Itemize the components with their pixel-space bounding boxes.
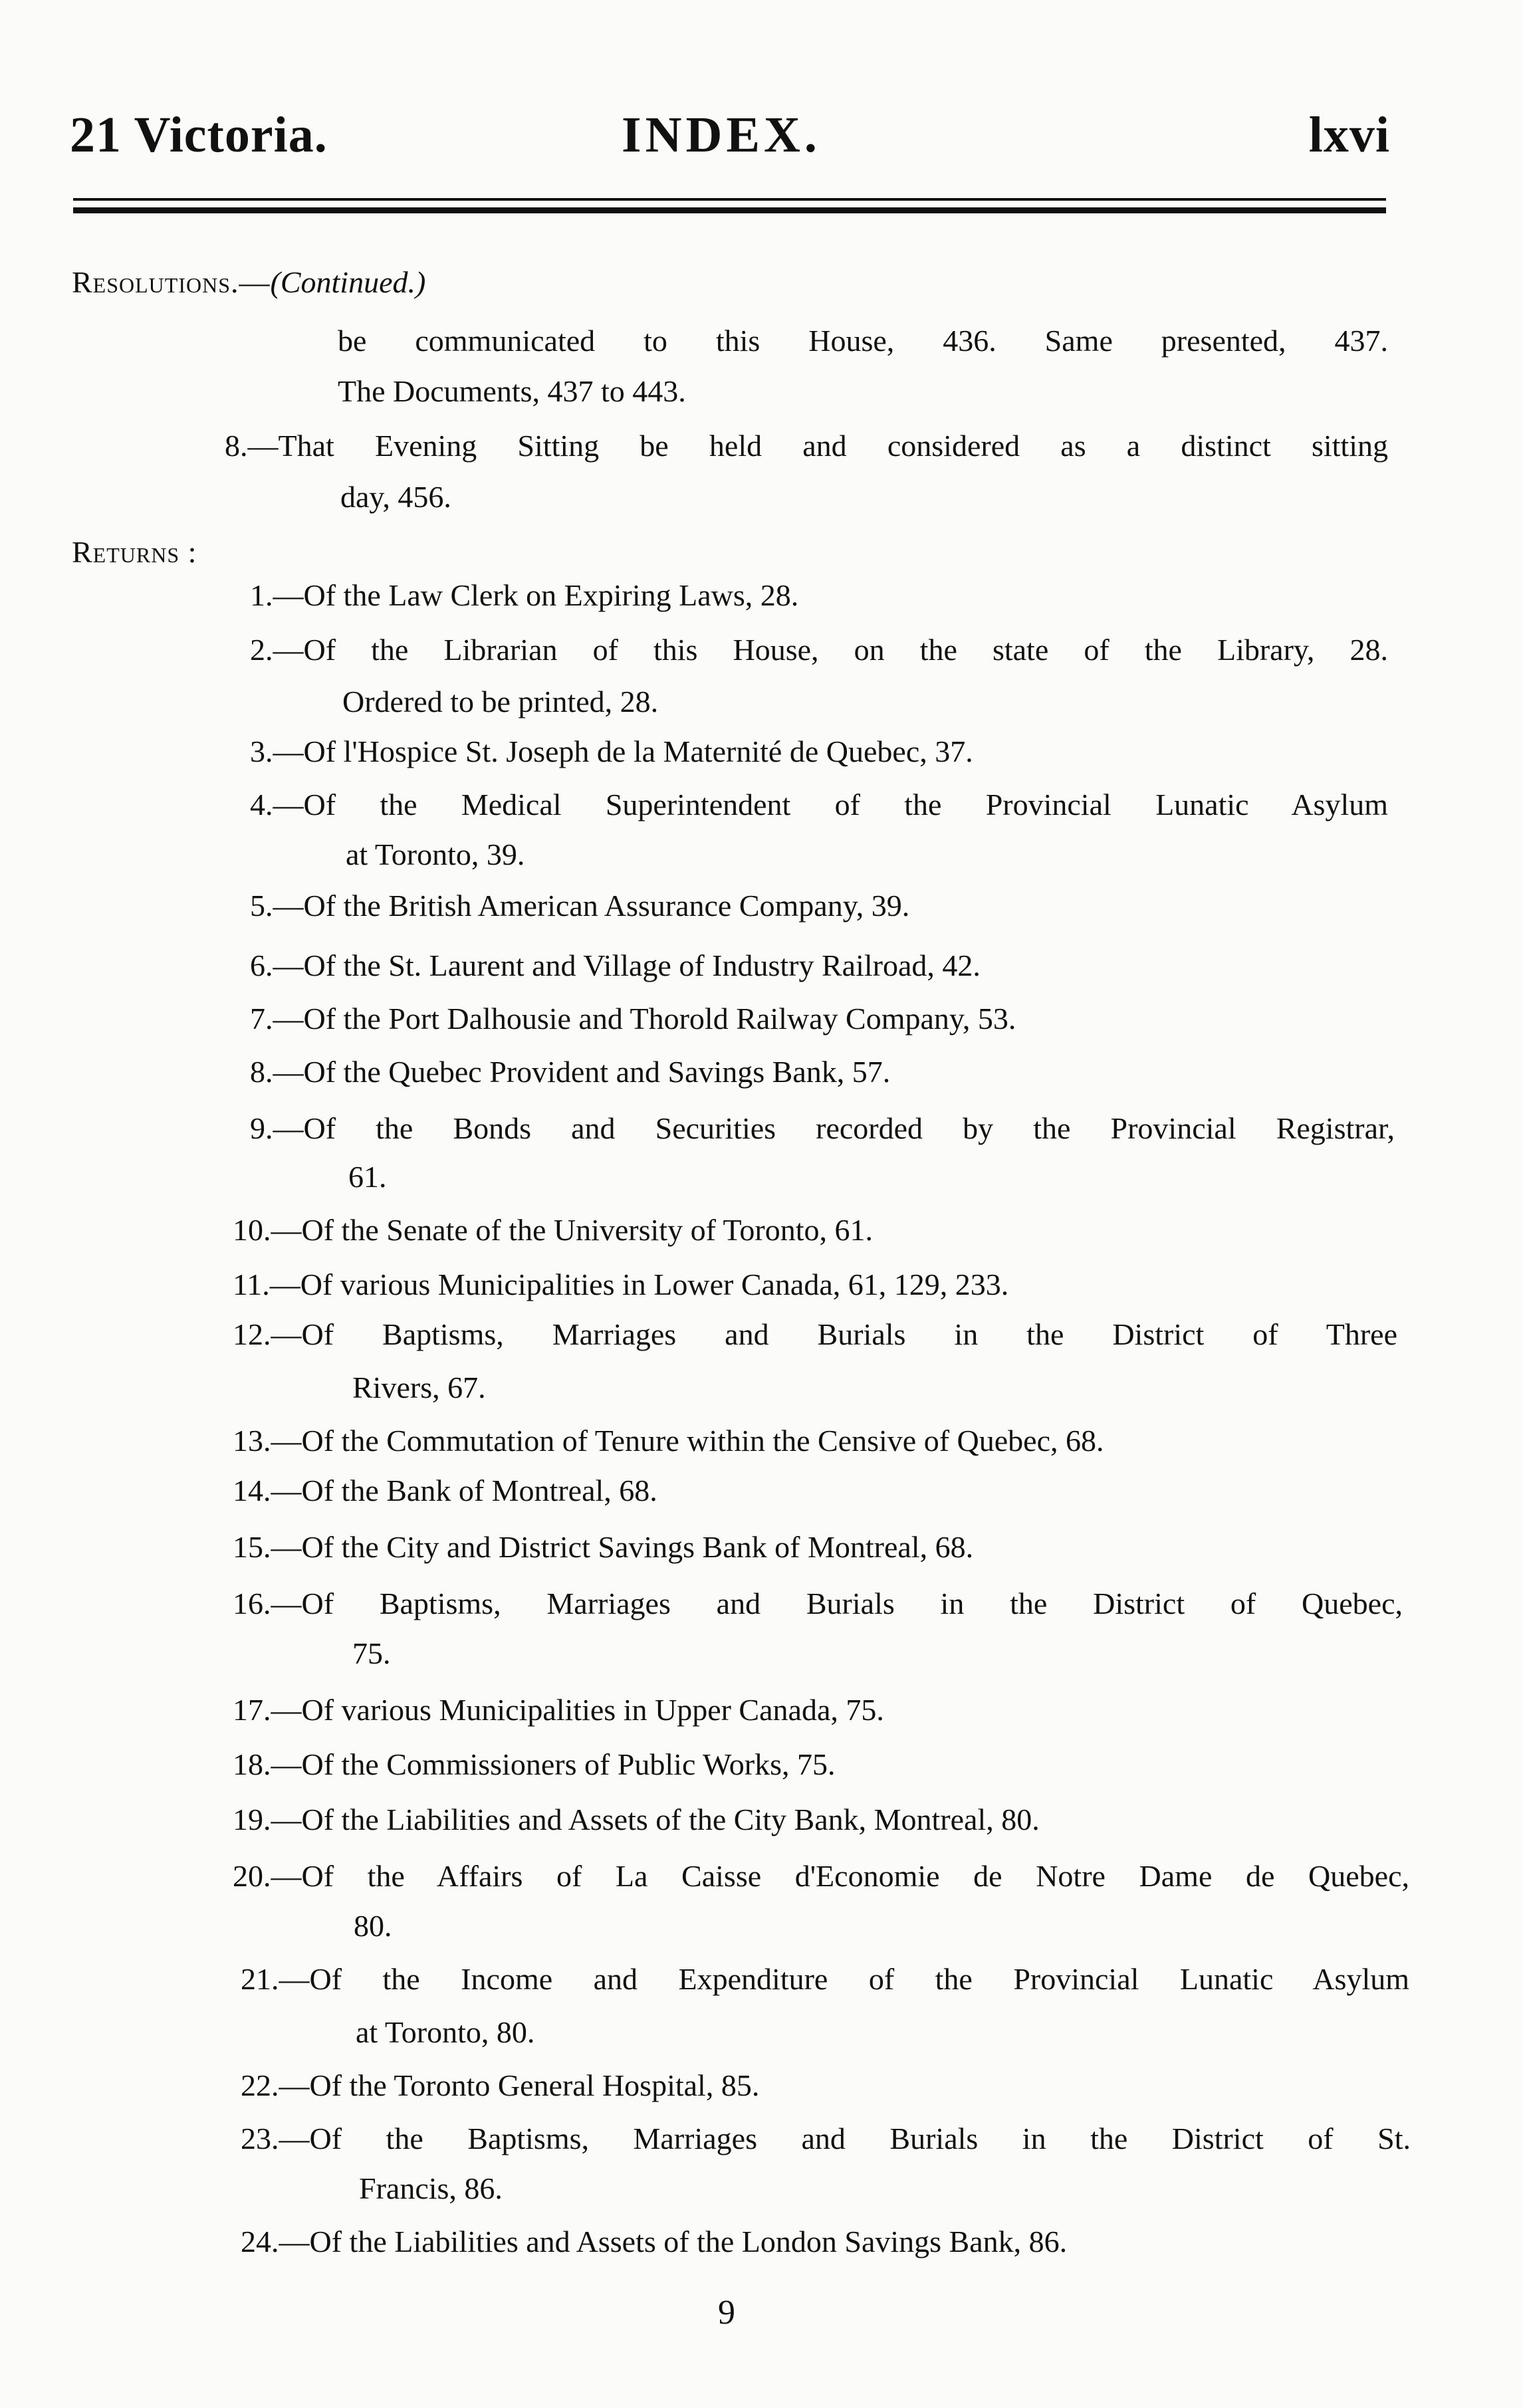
list-item — [233, 1532, 973, 1563]
list-item — [233, 1695, 884, 1725]
return-title: —Of the Bonds and Securities recorded by the Provincial Registrar, — [273, 1111, 1395, 1145]
list-item — [241, 2070, 759, 2101]
return-continuation: Rivers, 67. — [352, 1370, 486, 1404]
return-number: 18. — [233, 1747, 271, 1781]
resolution-line: 8.—That Evening Sitting be held and considered as a distinct sitting — [225, 429, 1388, 463]
returns-heading: Returns : — [72, 535, 197, 569]
return-number: 14. — [233, 1474, 271, 1507]
return-number: 16. — [233, 1587, 271, 1620]
list-item — [233, 1476, 657, 1506]
return-number: 3. — [250, 734, 273, 768]
return-number: 1. — [250, 578, 273, 612]
list-item — [233, 1215, 873, 1246]
return-title: —Of the Affairs of La Caisse d'Economie de Notre Dame de Quebec, — [271, 1859, 1409, 1893]
return-title: —Of the Toronto General Hospital, 85. — [279, 2068, 760, 2102]
return-number: 4. — [250, 788, 273, 821]
return-number: 23. — [241, 2122, 279, 2155]
list-item — [233, 1588, 1403, 1619]
return-title: —Of various Municipalities in Lower Canada, 61, 129, 233. — [269, 1267, 1009, 1301]
return-number: 13. — [233, 1424, 271, 1458]
return-number: 20. — [233, 1859, 271, 1893]
return-title: —Of the City and District Savings Bank of Montreal, 68. — [271, 1530, 974, 1564]
resolution-line: day, 456. — [340, 480, 451, 514]
return-number: 8. — [250, 1055, 273, 1089]
resolutions-heading: Resolutions.— — [72, 265, 271, 299]
resolutions-continued: (Continued.) — [270, 265, 426, 299]
signature-mark: 9 — [718, 2294, 735, 2332]
list-item — [250, 1004, 1016, 1034]
list-item — [250, 736, 973, 767]
return-title: —Of the Baptisms, Marriages and Burials in the District of St. — [279, 2122, 1411, 2155]
return-number: 15. — [233, 1530, 271, 1564]
return-title: —Of the Commutation of Tenure within the Censive of Quebec, 68. — [271, 1424, 1104, 1458]
list-item — [233, 1805, 1040, 1835]
return-title: —Of the Bank of Montreal, 68. — [271, 1474, 657, 1507]
return-continuation: Francis, 86. — [359, 2171, 503, 2205]
return-number: 21. — [241, 1962, 279, 1996]
list-item — [250, 891, 909, 921]
return-continuation: 80. — [354, 1909, 392, 1943]
return-number: 22. — [241, 2068, 279, 2102]
return-title: —Of l'Hospice St. Joseph de la Maternité de Quebec, 37. — [273, 734, 973, 768]
list-item — [250, 1113, 1395, 1144]
resolutions-heading-line — [72, 267, 425, 298]
return-title: —Of various Municipalities in Upper Canada, 75. — [271, 1693, 884, 1727]
return-title: —Of the Librarian of this House, on the state of the Library, 28. — [273, 633, 1388, 667]
header-session: 21 Victoria. — [70, 107, 328, 163]
return-continuation: 61. — [348, 1160, 387, 1194]
return-number: 6. — [250, 948, 273, 982]
return-number: 17. — [233, 1693, 271, 1727]
return-title: —Of Baptisms, Marriages and Burials in the District of Quebec, — [271, 1587, 1403, 1620]
list-item — [250, 580, 798, 611]
return-title: —Of the Commissioners of Public Works, 75. — [271, 1747, 836, 1781]
return-title: —Of the Liabilities and Assets of the City Bank, Montreal, 80. — [271, 1803, 1040, 1836]
return-continuation: at Toronto, 39. — [346, 837, 525, 871]
list-item — [233, 1426, 1104, 1456]
return-title: —Of the St. Laurent and Village of Industry Railroad, 42. — [273, 948, 981, 982]
return-number: 10. — [233, 1213, 271, 1247]
return-number: 24. — [241, 2225, 279, 2258]
list-item — [241, 1964, 1409, 1995]
list-item — [250, 1057, 890, 1087]
return-title: —Of the Medical Superintendent of the Provincial Lunatic Asylum — [273, 788, 1388, 821]
resolution-line: be communicated to this House, 436. Same presented, 437. — [338, 324, 1388, 358]
return-number: 19. — [233, 1803, 271, 1836]
list-item — [250, 790, 1388, 820]
return-number: 2. — [250, 633, 273, 667]
return-title: —Of the Liabilities and Assets of the London Savings Bank, 86. — [279, 2225, 1068, 2258]
return-continuation: Ordered to be printed, 28. — [342, 685, 659, 718]
list-item — [233, 1861, 1409, 1892]
list-item — [241, 2124, 1411, 2154]
return-title: —Of the Law Clerk on Expiring Laws, 28. — [273, 578, 799, 612]
header-rule-thick — [73, 207, 1386, 213]
return-title: —Of the Quebec Provident and Savings Bank, 57. — [273, 1055, 891, 1089]
return-continuation: at Toronto, 80. — [356, 2015, 535, 2049]
list-item — [233, 1749, 835, 1780]
return-number: 5. — [250, 889, 273, 923]
header-title: INDEX. — [622, 107, 821, 163]
list-item — [250, 950, 981, 981]
return-title: —Of the British American Assurance Company, 39. — [273, 889, 910, 923]
header-rule-thin — [73, 198, 1386, 201]
list-item — [250, 635, 1388, 665]
return-number: 7. — [250, 1002, 273, 1036]
list-item — [241, 2227, 1067, 2257]
list-item — [233, 1319, 1397, 1350]
header-page-number: lxvi — [1308, 107, 1390, 163]
return-number: 12. — [233, 1317, 271, 1351]
return-title: —Of the Senate of the University of Toronto, 61. — [271, 1213, 874, 1247]
list-item — [233, 1269, 1008, 1300]
return-number: 9. — [250, 1111, 273, 1145]
return-number: 11. — [233, 1267, 270, 1301]
return-title: —Of the Port Dalhousie and Thorold Railway Company, 53. — [273, 1002, 1016, 1036]
return-title: —Of the Income and Expenditure of the Provincial Lunatic Asylum — [279, 1962, 1409, 1996]
return-continuation: 75. — [352, 1636, 391, 1670]
resolution-line: The Documents, 437 to 443. — [338, 374, 686, 408]
return-title: —Of Baptisms, Marriages and Burials in the District of Three — [271, 1317, 1397, 1351]
